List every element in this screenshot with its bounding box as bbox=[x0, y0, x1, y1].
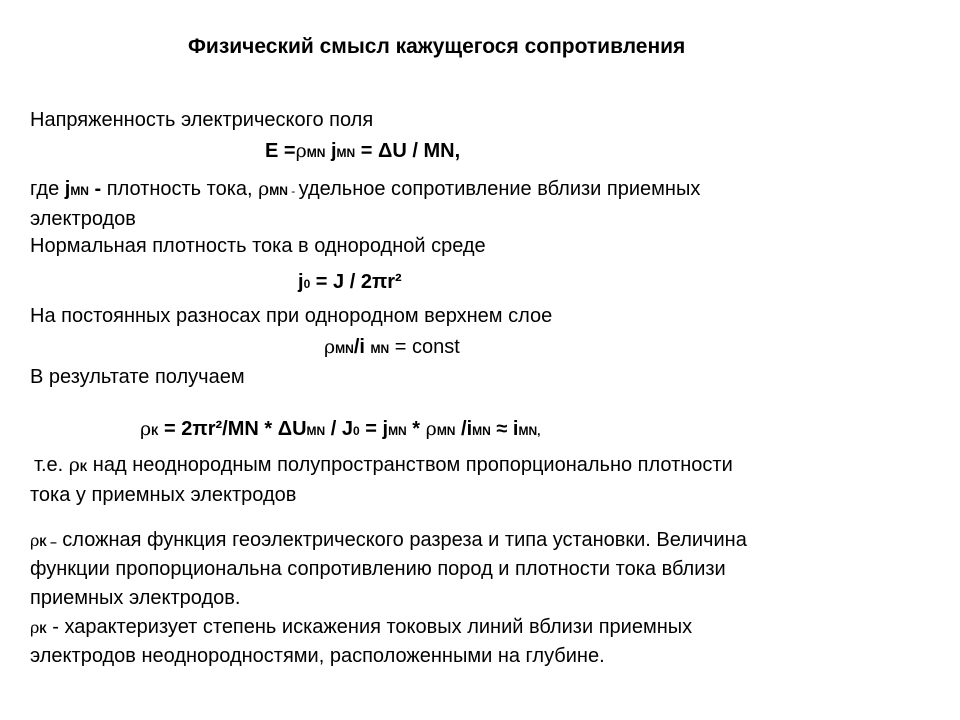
text-line-7: т.е. ρК над неоднородным полупространством пропорционально плотности bbox=[34, 454, 733, 476]
text-line-3: электродов bbox=[30, 208, 136, 230]
text-line-12: ρК - характеризует степень искажения токовых линий вблизи приемных bbox=[30, 616, 693, 638]
text-line-4: Нормальная плотность тока в однородной среде bbox=[30, 235, 486, 257]
page-title: Физический смысл кажущегося сопротивления bbox=[188, 35, 686, 58]
text-line-5: На постоянных разносах при однородном верхнем слое bbox=[30, 305, 553, 327]
text-line-1: Напряженность электрического поля bbox=[30, 109, 374, 131]
text-line-6: В результате получаем bbox=[30, 366, 245, 388]
text-line-11: приемных электродов. bbox=[30, 587, 241, 609]
text-line-9: ρК – сложная функция геоэлектрического разреза и типа установки. Величина bbox=[30, 529, 747, 551]
equation-normal-current-density: j0 = J / 2πr² bbox=[298, 271, 402, 293]
equation-apparent-resistivity: ρК = 2πr²/MN * ΔUMN / J0 = jMN * ρMN /iMN ≈ iMN, bbox=[140, 418, 541, 440]
text-line-2: где jMN - плотность тока, ρMN - удельное сопротивление вблизи приемных bbox=[30, 178, 701, 200]
text-line-13: электродов неоднородностями, расположенными на глубине. bbox=[30, 645, 605, 667]
equation-field-strength: E =ρMN jMN = ΔU / MN, bbox=[265, 140, 461, 162]
text-line-8: тока у приемных электродов bbox=[30, 484, 297, 506]
equation-const: ρMN/i MN = const bbox=[324, 336, 460, 358]
text-line-10: функции пропорциональна сопротивлению пород и плотности тока вблизи bbox=[30, 558, 726, 580]
